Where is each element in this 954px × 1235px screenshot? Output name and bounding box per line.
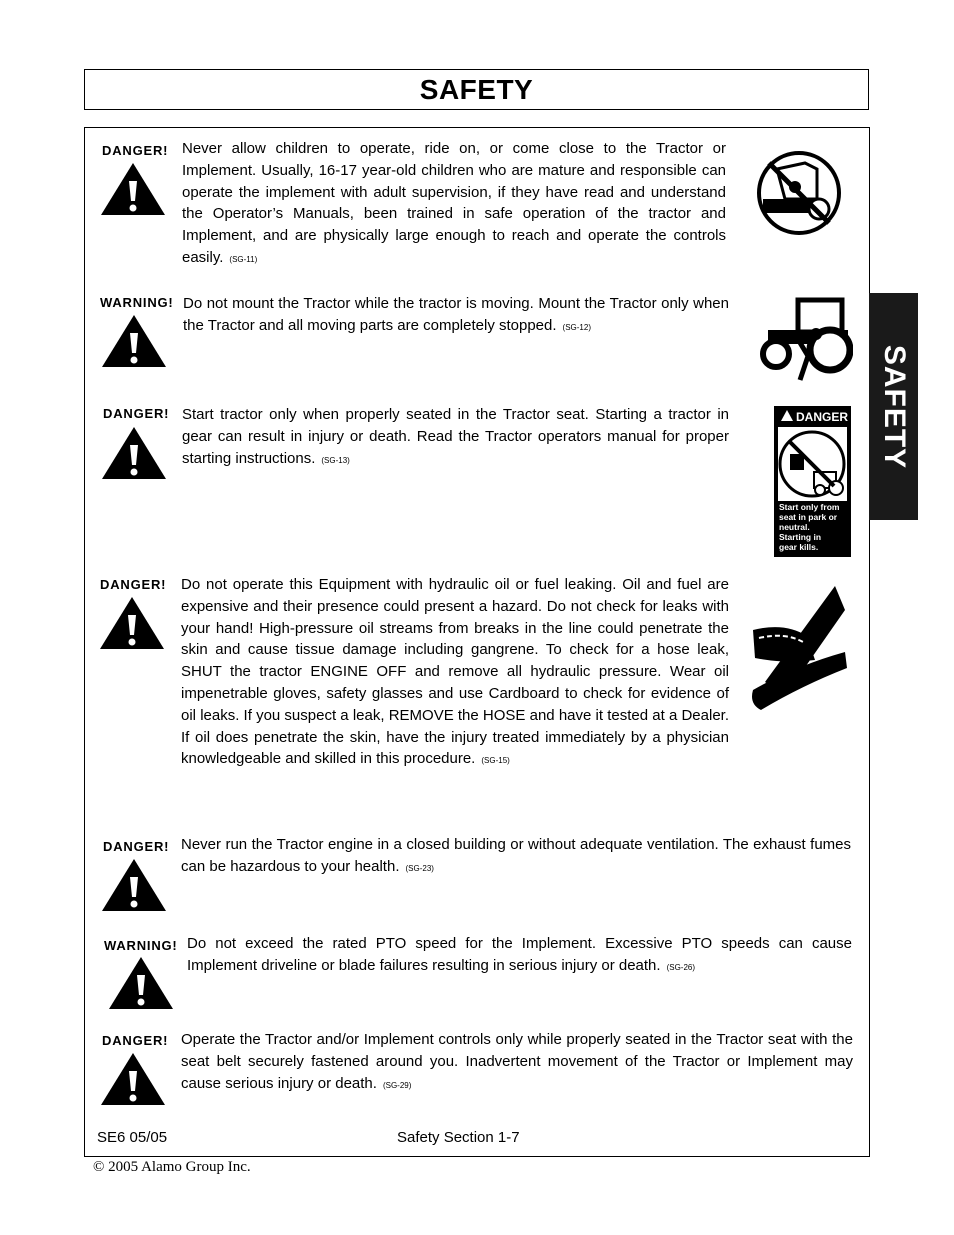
message-text: Never run the Tractor engine in a closed building or without adequate ventilation. The exhaust fumes can be hazardous to your health. bbox=[181, 836, 851, 875]
safety-message bbox=[187, 933, 852, 979]
danger-label: DANGER! bbox=[103, 406, 170, 421]
footer-page-number: Safety Section 1-7 bbox=[397, 1129, 520, 1146]
danger-label: DANGER! bbox=[103, 839, 170, 854]
decal-line: seat in park or bbox=[779, 512, 838, 522]
message-text: Never allow children to operate, ride on, or come close to the Tractor or Implement. Usually, 16-17 year-old children who are mature and responsible can operate the implement with adult supervision, if they have read and understand the Operator’s Manuals, been trained in safe operation of the tractor and Implement, and are physically large enough to reach and operate the controls easily. bbox=[182, 140, 726, 266]
decal-line: gear kills. bbox=[779, 542, 819, 552]
message-code: (SG-15) bbox=[481, 756, 510, 766]
message-code: (SG-13) bbox=[321, 455, 350, 465]
hydraulic-leak-hand-icon bbox=[745, 586, 848, 726]
message-code: (SG-11) bbox=[229, 254, 258, 264]
page-header bbox=[84, 69, 869, 110]
message-code: (SG-26) bbox=[666, 962, 696, 972]
safety-message bbox=[182, 138, 726, 271]
copyright-notice: © 2005 Alamo Group Inc. bbox=[93, 1159, 251, 1175]
warning-triangle-icon bbox=[100, 313, 168, 369]
warning-triangle-icon bbox=[99, 161, 167, 217]
safety-message bbox=[183, 293, 729, 339]
safety-message bbox=[181, 574, 729, 772]
message-text: Operate the Tractor and/or Implement controls only while properly seated in the Tractor seat with the seat belt securely fastened around you. Inadvertent movement of the Tractor or Implement may cause serious injury or death. bbox=[181, 1031, 853, 1092]
warning-label: WARNING! bbox=[104, 938, 178, 953]
warning-triangle-icon bbox=[100, 857, 168, 913]
message-code: (SG-12) bbox=[562, 322, 591, 332]
section-tab-label: SAFETY bbox=[877, 344, 911, 469]
danger-decal bbox=[774, 406, 851, 557]
warning-triangle-icon bbox=[100, 425, 168, 481]
no-riders-icon bbox=[755, 149, 843, 237]
message-text: Start tractor only when properly seated in the Tractor seat. Starting a tractor in gear can result in injury or death. Read the Tractor operators manual for proper starting instructions. bbox=[182, 406, 729, 467]
message-code: (SG-23) bbox=[405, 863, 434, 873]
decal-heading: DANGER bbox=[796, 410, 849, 424]
message-text: Do not operate this Equipment with hydraulic oil or fuel leaking. Oil and fuel are expensive and their presence could present a hazard. Do not check for leaks with your hand! High-pressure oil streams from breaks in the line could penetrate the skin and cause tissue damage including gangrene. To check for a hose leak, SHUT the tractor ENGINE OFF and remove all hydraulic pressure. Wear oil impenetrable gloves, safety glasses and use Cardboard to check for evidence of oil leaks. If you suspect a leak, REMOVE the HOSE and have it tested at a Dealer. If oil does penetrate the skin, have the injury treated immediately by a physician knowledgeable and skilled in this procedure. bbox=[181, 576, 729, 768]
danger-label: DANGER! bbox=[100, 577, 167, 592]
decal-line: neutral. bbox=[779, 522, 810, 532]
decal-line: Start only from bbox=[779, 502, 840, 512]
warning-triangle-icon bbox=[107, 955, 175, 1011]
safety-message bbox=[181, 1029, 853, 1096]
warning-triangle-icon bbox=[98, 595, 166, 651]
safety-message bbox=[182, 404, 729, 471]
decal-text bbox=[779, 502, 839, 552]
message-text: Do not mount the Tractor while the tractor is moving. Mount the Tractor only when the Tractor and all moving parts are completely stopped. bbox=[183, 295, 729, 334]
section-tab bbox=[869, 293, 918, 520]
warning-label: WARNING! bbox=[100, 295, 174, 310]
moving-tractor-icon bbox=[758, 296, 853, 384]
message-text: Do not exceed the rated PTO speed for the Implement. Excessive PTO speeds can cause Implement driveline or blade failures resulting in serious injury or death. bbox=[187, 935, 852, 974]
page-title: SAFETY bbox=[419, 73, 534, 105]
danger-label: DANGER! bbox=[102, 143, 169, 158]
warning-triangle-icon bbox=[99, 1051, 167, 1107]
message-code: (SG-29) bbox=[382, 1080, 412, 1090]
safety-message bbox=[181, 834, 851, 880]
footer-doc-id: SE6 05/05 bbox=[97, 1129, 168, 1146]
danger-label: DANGER! bbox=[102, 1033, 169, 1048]
decal-line: Starting in bbox=[779, 532, 822, 542]
